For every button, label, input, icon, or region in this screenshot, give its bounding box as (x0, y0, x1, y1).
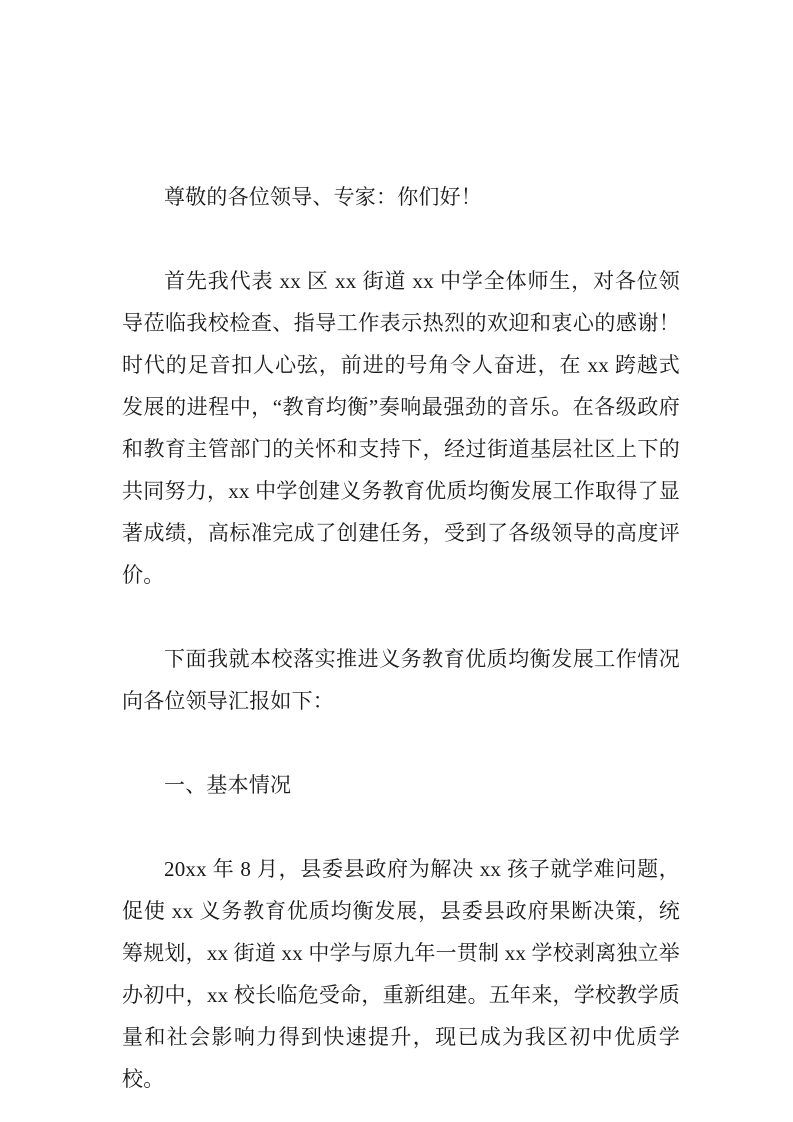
paragraph-school-history: 20xx 年 8 月，县委县政府为解决 xx 孩子就学难问题，促使 xx 义务教育优质均衡发展，县委县政府果断决策，统筹规划，xx 街道 xx 中学与原九年一贯制 xx 学校剥离独立举办初中，xx 校长临危受命，重新组建。五年来，学校教学质量和社会影响力得到快速提升，现已成为我区初中优质学校。 (122, 857, 680, 1091)
section-heading-basic-situation: 一、基本情况 (164, 773, 292, 797)
blank-line-spacer (122, 806, 680, 848)
blank-line-spacer (122, 722, 680, 764)
document-body (122, 176, 680, 1100)
paragraph-opening-greeting: 首先我代表 xx 区 xx 街道 xx 中学全体师生，对各位领导莅临我校检查、指导工作表示热烈的欢迎和衷心的感谢！时代的足音扣人心弦，前进的号角令人奋进，在 xx 跨越式发展的进程中，“教育均衡”奏响最强劲的音乐。在各级政府和教育主管部门的关怀和支持下，经过街道基层社区上下的共同努力，xx 中学创建义务教育优质均衡发展工作取得了显著成绩，高标准完成了创建任务，受到了各级领导的高度评价。 (122, 269, 680, 587)
paragraph-report-intro: 下面我就本校落实推进义务教育优质均衡发展工作情况向各位领导汇报如下： (122, 647, 680, 713)
blank-line-spacer (122, 596, 680, 638)
salutation-line: 尊敬的各位领导、专家：你们好！ (164, 185, 482, 209)
blank-line-spacer (122, 218, 680, 260)
